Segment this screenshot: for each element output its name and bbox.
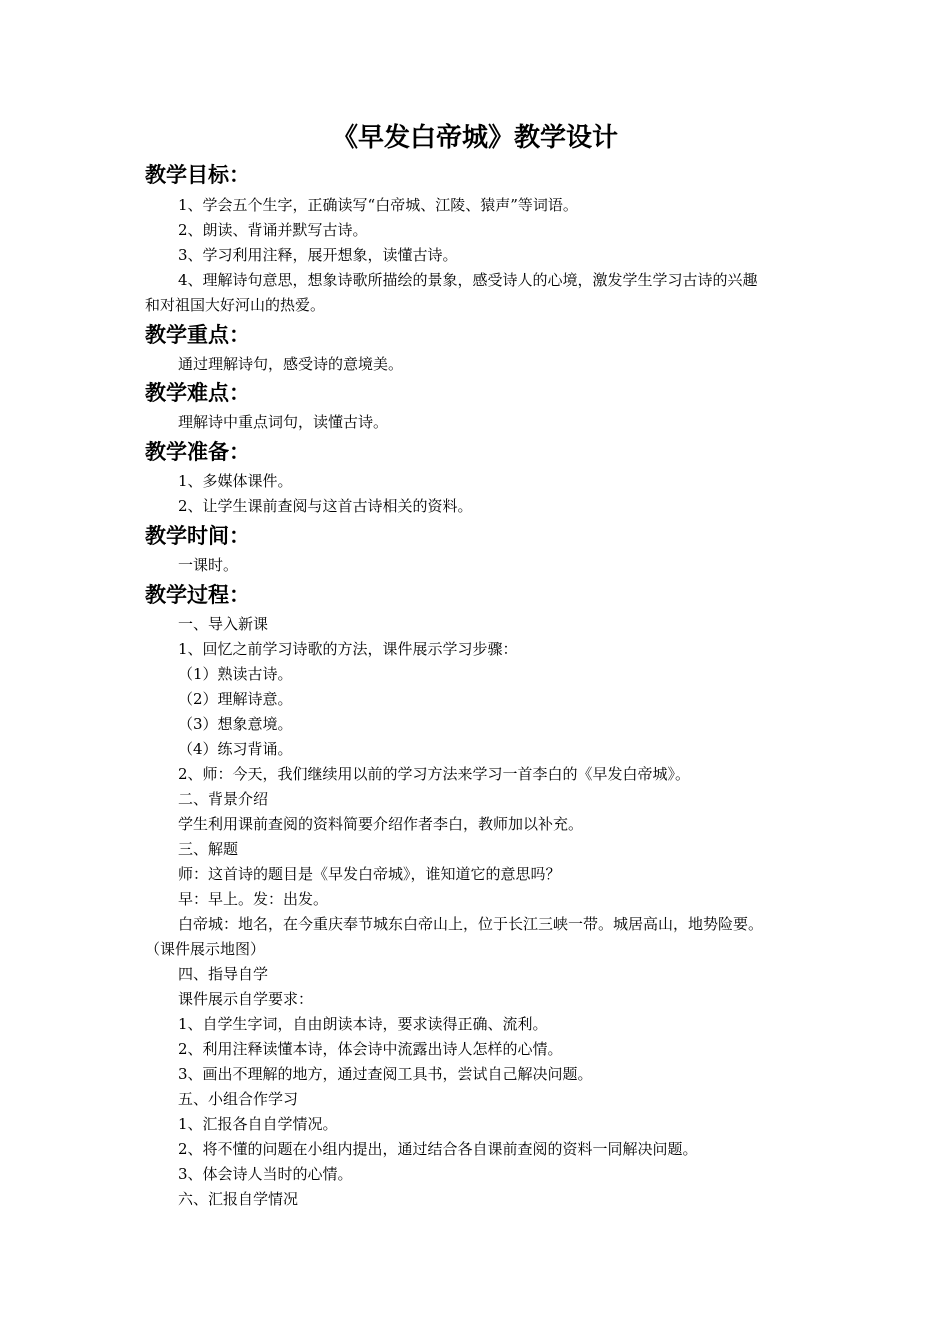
process-line: 白帝城：地名，在今重庆奉节城东白帝山上，位于长江三峡一带。城居高山，地势险要。 (178, 915, 764, 933)
objective-item: 1、学会五个生字，正确读写“白帝城、江陵、猿声”等词语。 (178, 196, 578, 214)
objective-item-continued: 和对祖国大好河山的热爱。 (145, 296, 326, 314)
heading-time: 教学时间： (145, 524, 250, 548)
process-line: （2）理解诗意。 (178, 690, 293, 708)
document-title: 《早发白帝城》教学设计 (331, 123, 618, 153)
objective-item: 4、理解诗句意思，想象诗歌所描绘的景象，感受诗人的心境，激发学生学习古诗的兴趣 (178, 271, 758, 289)
process-line: 2、师：今天，我们继续用以前的学习方法来学习一首李白的《早发白帝城》。 (178, 765, 691, 783)
process-line: 四、指导自学 (178, 965, 269, 983)
difficulties-text: 理解诗中重点词句，读懂古诗。 (178, 413, 389, 431)
process-line: 3、体会诗人当时的心情。 (178, 1165, 353, 1183)
process-line: 2、利用注释读懂本诗，体会诗中流露出诗人怎样的心情。 (178, 1040, 563, 1058)
process-line: 五、小组合作学习 (178, 1090, 299, 1108)
process-line: 早：早上。发：出发。 (178, 890, 329, 908)
process-line: （3）想象意境。 (178, 715, 293, 733)
process-line: 师：这首诗的题目是《早发白帝城》，谁知道它的意思吗？ (178, 865, 561, 883)
time-text: 一课时。 (178, 556, 239, 574)
key-points-text: 通过理解诗句，感受诗的意境美。 (178, 355, 404, 373)
heading-key-points: 教学重点： (145, 323, 250, 347)
heading-process: 教学过程： (145, 583, 250, 607)
process-line-continued: （课件展示地图） (145, 940, 266, 958)
process-line: 课件展示自学要求： (178, 990, 314, 1008)
process-line: 3、画出不理解的地方，通过查阅工具书，尝试自己解决问题。 (178, 1065, 593, 1083)
process-line: （4）练习背诵。 (178, 740, 293, 758)
heading-difficulties: 教学难点： (145, 381, 250, 405)
process-line: 1、汇报各自自学情况。 (178, 1115, 338, 1133)
objective-item: 3、学习利用注释，展开想象，读懂古诗。 (178, 246, 458, 264)
process-line: 一、导入新课 (178, 615, 269, 633)
objective-item: 2、朗读、背诵并默写古诗。 (178, 221, 368, 239)
process-line: 六、汇报自学情况 (178, 1190, 299, 1208)
preparation-item: 1、多媒体课件。 (178, 472, 293, 490)
process-line: 学生利用课前查阅的资料简要介绍作者李白，教师加以补充。 (178, 815, 584, 833)
process-line: 1、自学生字词，自由朗读本诗，要求读得正确、流利。 (178, 1015, 548, 1033)
process-line: 1、回忆之前学习诗歌的方法，课件展示学习步骤： (178, 640, 518, 658)
process-line: 三、解题 (178, 840, 239, 858)
process-line: （1）熟读古诗。 (178, 665, 293, 683)
heading-preparation: 教学准备： (145, 440, 250, 464)
process-line: 2、将不懂的问题在小组内提出，通过结合各自课前查阅的资料一同解决问题。 (178, 1140, 698, 1158)
heading-objectives: 教学目标： (145, 163, 250, 187)
process-line: 二、背景介绍 (178, 790, 269, 808)
preparation-item: 2、让学生课前查阅与这首古诗相关的资料。 (178, 497, 473, 515)
